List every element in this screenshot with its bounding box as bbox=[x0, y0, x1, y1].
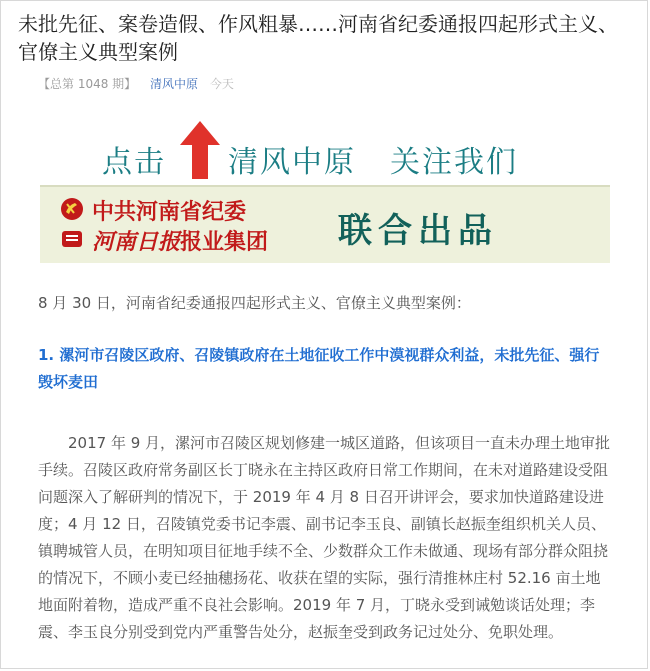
publish-time: 今天 bbox=[209, 77, 234, 91]
follow-banner[interactable] bbox=[40, 115, 610, 265]
banner-click-text: 点击 bbox=[102, 145, 166, 180]
intro-paragraph: 8 月 30 日，河南省纪委通报四起形式主义、官僚主义典型案例： bbox=[38, 294, 471, 312]
org-henan-daily bbox=[92, 225, 268, 256]
article-meta bbox=[38, 75, 234, 92]
joint-production-text: 联合出品 bbox=[338, 211, 498, 251]
up-arrow-icon bbox=[180, 121, 220, 179]
case-paragraph-1: 2017 年 9 月，漯河市召陵区规划修建一城区道路，但该项目一直未办理土地审批手续。召陵区政府常务副区长丁晓永在主持区政府日常工作期间，在未对道路建设受阻问题深入了解研判的情况下，于 2019 年 4 月 8 日召开讲评会，要求加快道路建设进度；4 月 12 日，召陵镇党委书记李震、副书记李玉良、副镇长赵振奎组织机关人员、镇聘城管人员，在明知项目征地手续不全、少数群众工作未做通、现场有部分群众阻挠的情况下，不顾小麦已经抽穗扬花、收获在望的实际，强行清推林庄村 52.16 亩土地地面附着物，造成严重不良社会影响。2019 年 7 月，丁晓永受到诫勉谈话处理；李震、李玉良分别受到党内严重警告处分，赵振奎受到政务记过处分、免职处理。 bbox=[38, 434, 611, 641]
org2-rest: 报业集团 bbox=[180, 230, 269, 255]
banner-divider bbox=[40, 185, 610, 187]
banner-top bbox=[40, 115, 610, 185]
issue-number: 【总第 1048 期】 bbox=[38, 77, 137, 91]
account-link[interactable]: 清风中原 bbox=[150, 77, 199, 91]
case-heading-1: 1. 漯河市召陵区政府、召陵镇政府在土地征收工作中漠视群众利益，未批先征、强行毁坏麦田 bbox=[38, 346, 600, 391]
banner-account-text: 清风中原 bbox=[228, 145, 356, 180]
org-cpc-henan: 中共河南省纪委 bbox=[92, 200, 247, 225]
banner-bottom bbox=[40, 185, 610, 263]
newspaper-logo-icon bbox=[60, 227, 84, 251]
org2-italic: 河南日报 bbox=[92, 229, 181, 255]
banner-follow-text: 关注我们 bbox=[390, 145, 518, 180]
party-emblem-icon bbox=[60, 197, 84, 221]
article-title: 未批先征、案卷造假、作风粗暴……河南省纪委通报四起形式主义、官僚主义典型案例 bbox=[18, 12, 618, 64]
